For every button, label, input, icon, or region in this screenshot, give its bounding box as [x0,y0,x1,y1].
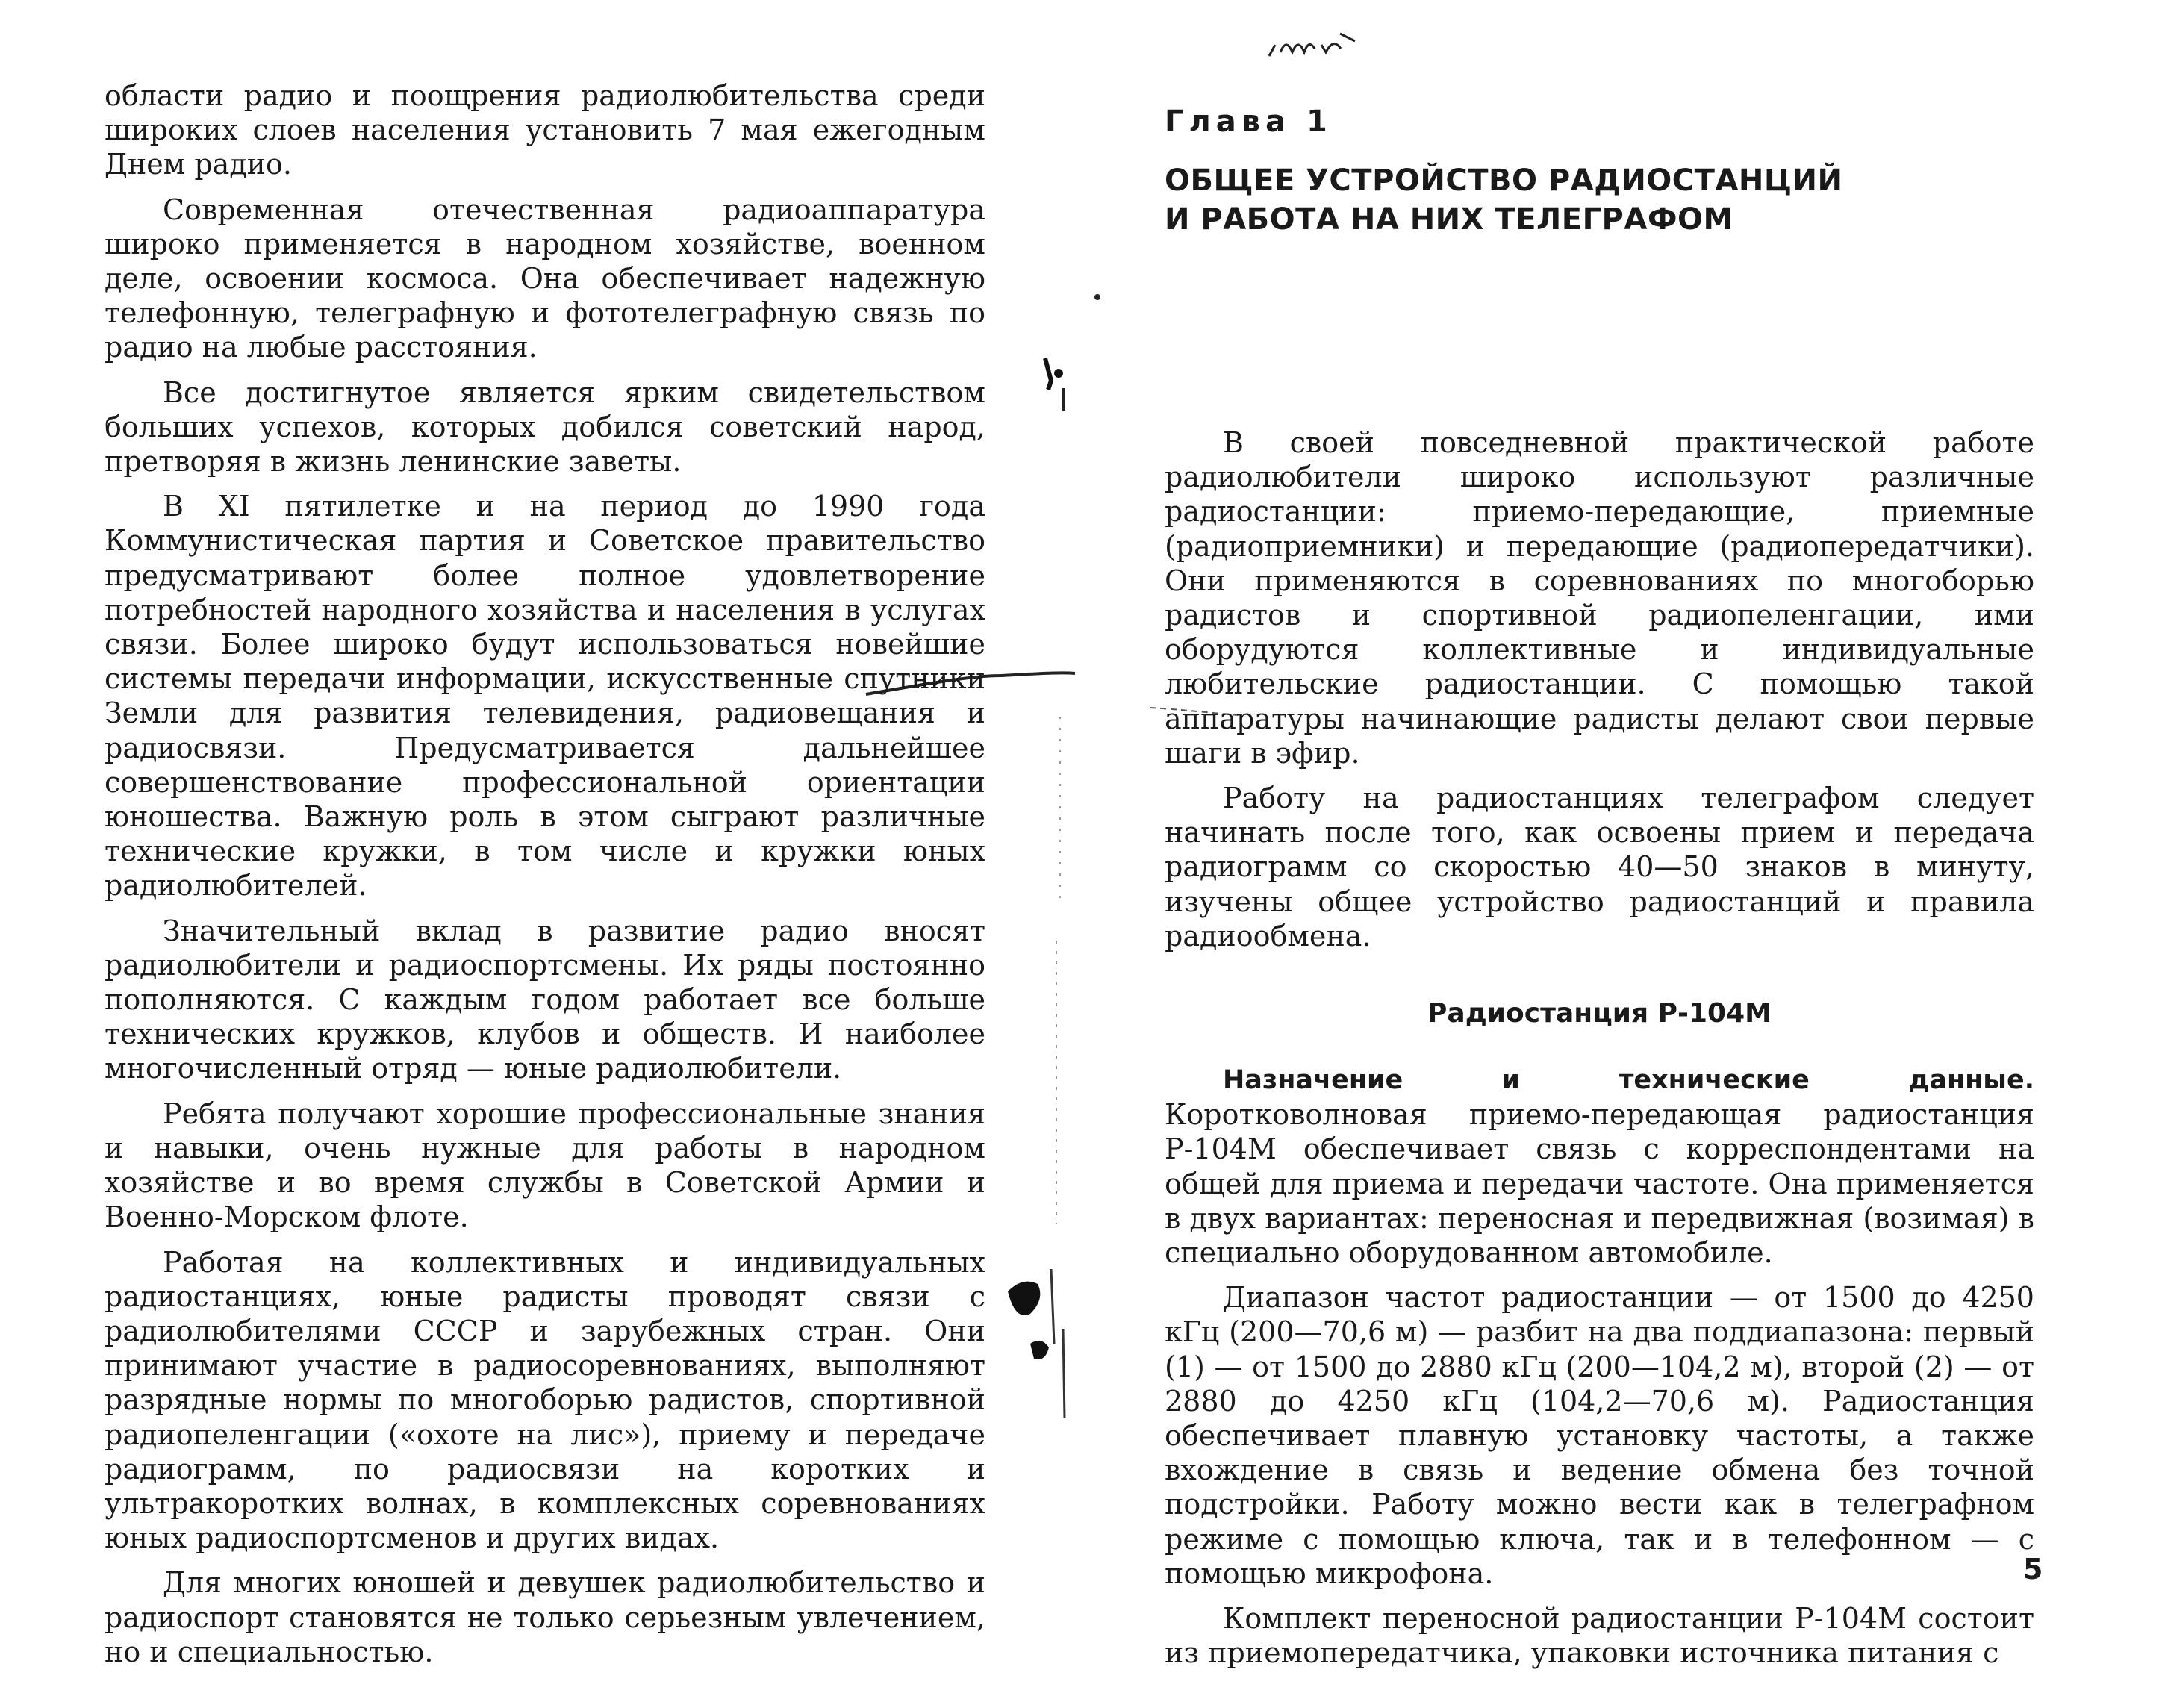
handwritten-scribble [1262,22,1359,75]
left-paragraph-2: Современная отечественная радиоаппаратура широко применяется в народном хозяйстве, военном деле, освоении космоса. Она обеспечивает надежную телефонную, телеграфную и фототелеграфную связь по радио на любые расстояния. [105,193,985,364]
section-paragraph-2: Диапазон частот радиостанции — от 1500 до 4250 кГц (200—70,6 м) — разбит на два поддиапазона: первый (1) — от 1500 до 2880 кГц (200—104,2 м), второй (2) — от 2880 до 4250 кГц (104,2—70,6 м). Радиостанция обеспечивает плавную установку частоты, а также вхождение в связь и ведение обмена без точной подстройки. Работу можно вести как в телеграфном режиме с помощью ключа, так и в телефонном — с помощью микрофона. [1165,1281,2034,1590]
page-number: 5 [2023,1553,2043,1586]
left-paragraph-7: Работая на коллективных и индивидуальных радиостанциях, юные радисты проводят связи с радиолюбителями СССР и зарубежных стран. Они принимают участие в радиосоревнованиях, выполняют разрядные нормы по многоборью радистов, спортивной радиопеленгации («охоте на лис»), приему и передаче радиограмм, по радиосвязи на коротких и ультракоротких волнах, в комплексных соревнованиях юных радиоспортсменов и других видах. [105,1245,985,1555]
chapter-title [1165,161,2034,239]
chapter-title-line-1: ОБЩЕЕ УСТРОЙСТВО РАДИОСТАНЦИЙ [1165,163,1843,198]
section-lead: Назначение и технические данные. [1223,1065,2034,1096]
left-paragraph-5: Значительный вклад в развитие радио вносят радиолюбители и радиоспортсмены. Их ряды постоянно пополняются. С каждым годом работает все больше технических кружков, клубов и обществ. И наиболее многочисленный отряд — юные радиолюбители. [105,914,985,1085]
left-paragraph-8: Для многих юношей и девушек радиолюбительство и радиоспорт становятся не только серьезным увлечением, но и специальностью. [105,1566,985,1668]
left-paragraph-4: В XI пятилетке и на период до 1990 года Коммунистическая партия и Советское правительство предусматривают более полное удовлетворение потребностей народного хозяйства и населения в услугах связи. Более широко будут использоваться новейшие системы передачи информации, искусственные спутники Земли для развития телевидения, радиовещания и радиосвязи. Предусматривается дальнейшее совершенствование профессиональной ориентации юношества. Важную роль в этом сыграют различные технические кружки, в том числе и кружки юных радиолюбителей. [105,490,985,903]
intro-paragraph-1: В своей повседневной практической работе радиолюбители широко используют различные радиостанции: приемо-передающие, приемные (радиоприемники) и передающие (радиопередатчики). Они применяются в соревнованиях по многоборью радистов и спортивной радиопеленгации, ими оборудуются коллективные и индивидуальные любительские радиостанции. С помощью такой аппаратуры начинающие радисты делают свои первые шаги в эфир. [1165,426,2034,770]
left-paragraph-3: Все достигнутое является ярким свидетельством больших успехов, которых добился советский народ, претворяя в жизнь ленинские заветы. [105,375,985,479]
section-paragraph-3: Комплект переносной радиостанции Р-104М состоит из приемопередатчика, упаковки источника питания с [1165,1602,2034,1670]
left-page [105,78,985,1680]
left-paragraph-1: области радио и поощрения радиолюбительства среди широких слоев населения установить 7 мая ежегодным Днем радио. [105,79,985,181]
right-page [1165,105,2034,1670]
chapter-label: Глава 1 [1165,105,1333,139]
right-page-body [1165,426,2034,1681]
left-paragraph-6: Ребята получают хорошие профессиональные знания и навыки, очень нужные для работы в народном хозяйстве и во время службы в Советской Армии и Военно-Морском флоте. [105,1097,985,1234]
section-paragraph-1 [1165,1062,2034,1270]
chapter-title-line-2: И РАБОТА НА НИХ ТЕЛЕГРАФОМ [1165,202,1733,237]
intro-paragraph-2: Работу на радиостанциях телеграфом следует начинать после того, как освоены прием и передача радиограмм со скоростью 40—50 знаков в минуту, изучены общее устройство радиостанций и правила радиообмена. [1165,782,2034,953]
section-paragraph-1-text: Коротковолновая приемо-передающая радиостанция Р-104М обеспечивает связь с корреспондентами на общей для приема и передачи частоте. Она применяется в двух вариантах: переносная и передвижная (возимая) в специально оборудованном автомобиле. [1165,1098,2034,1270]
section-heading: Радиостанция Р-104М [1427,998,1772,1029]
